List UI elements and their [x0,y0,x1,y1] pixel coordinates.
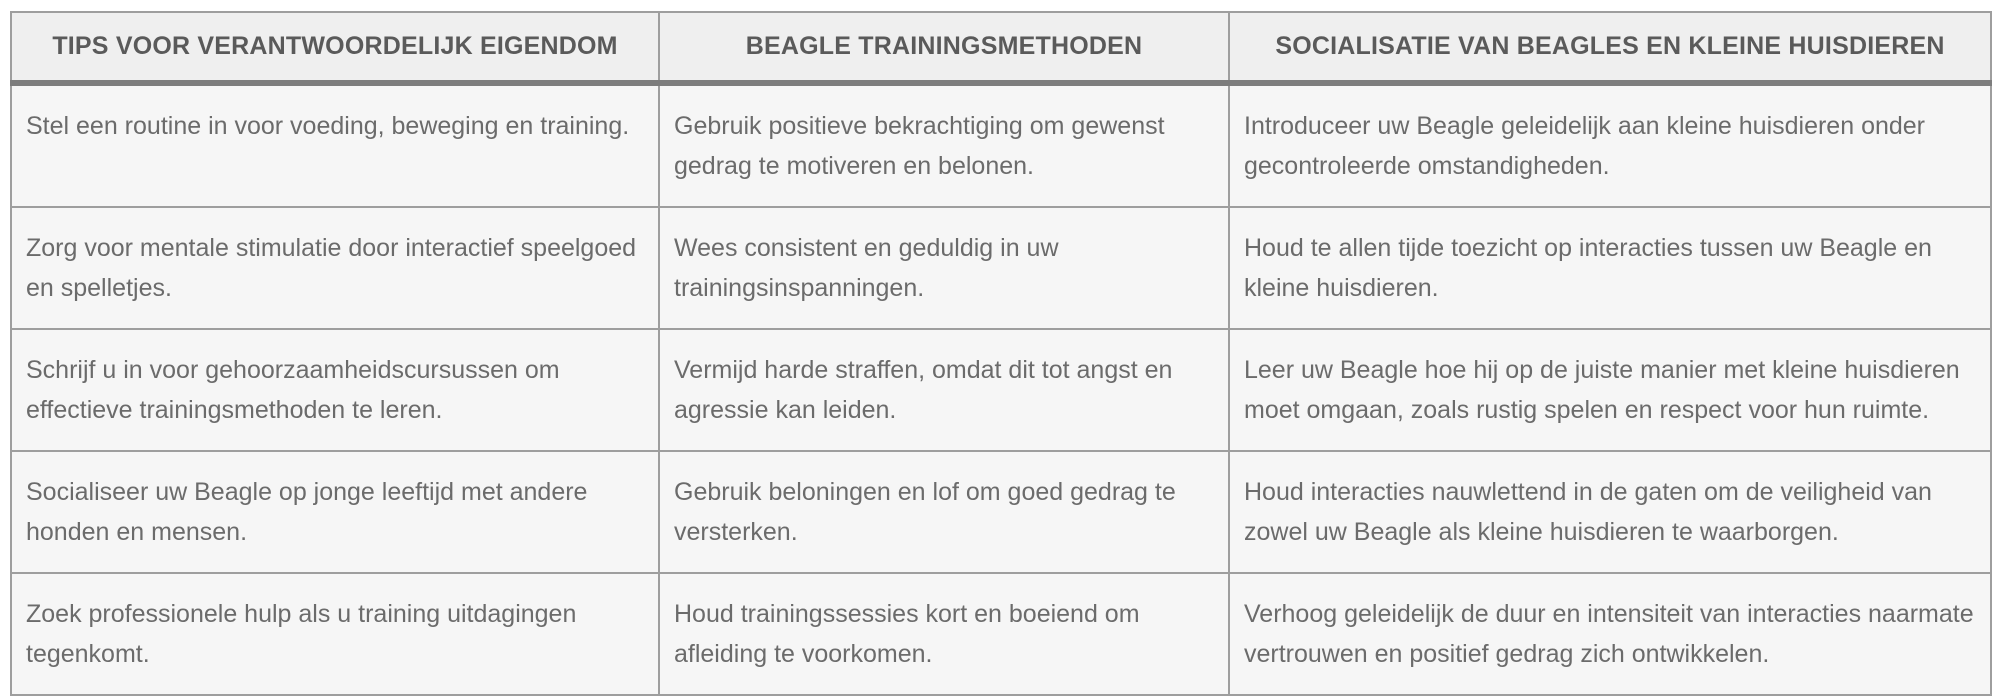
tips-table [10,11,1992,696]
header-row [11,12,1991,83]
table-body [11,83,1991,695]
table-cell: Schrijf u in voor gehoorzaamheidscursussen om effectieve trainingsmethoden te leren. [11,329,659,451]
table-cell: Leer uw Beagle hoe hij op de juiste manier met kleine huisdieren moet omgaan, zoals rustig spelen en respect voor hun ruimte. [1229,329,1991,451]
table-row [11,451,1991,573]
table-cell: Zoek professionele hulp als u training uitdagingen tegenkomt. [11,573,659,695]
table-cell: Stel een routine in voor voeding, beweging en training. [11,83,659,207]
table-cell: Houd trainingssessies kort en boeiend om afleiding te voorkomen. [659,573,1229,695]
table-cell: Introduceer uw Beagle geleidelijk aan kleine huisdieren onder gecontroleerde omstandigheden. [1229,83,1991,207]
table-row [11,573,1991,695]
tips-table-container [10,11,1990,696]
table-cell: Zorg voor mentale stimulatie door interactief speelgoed en spelletjes. [11,207,659,329]
column-header-socialization: SOCIALISATIE VAN BEAGLES EN KLEINE HUISDIEREN [1229,12,1991,83]
table-cell: Verhoog geleidelijk de duur en intensiteit van interacties naarmate vertrouwen en positief gedrag zich ontwikkelen. [1229,573,1991,695]
column-header-training-methods: BEAGLE TRAININGSMETHODEN [659,12,1229,83]
table-cell: Wees consistent en geduldig in uw trainingsinspanningen. [659,207,1229,329]
table-cell: Houd interacties nauwlettend in de gaten om de veiligheid van zowel uw Beagle als kleine huisdieren te waarborgen. [1229,451,1991,573]
table-row [11,329,1991,451]
table-cell: Gebruik positieve bekrachtiging om gewenst gedrag te motiveren en belonen. [659,83,1229,207]
table-cell: Houd te allen tijde toezicht op interacties tussen uw Beagle en kleine huisdieren. [1229,207,1991,329]
table-cell: Vermijd harde straffen, omdat dit tot angst en agressie kan leiden. [659,329,1229,451]
column-header-responsible-ownership: TIPS VOOR VERANTWOORDELIJK EIGENDOM [11,12,659,83]
table-header [11,12,1991,83]
table-row [11,83,1991,207]
table-row [11,207,1991,329]
table-cell: Socialiseer uw Beagle op jonge leeftijd met andere honden en mensen. [11,451,659,573]
table-cell: Gebruik beloningen en lof om goed gedrag te versterken. [659,451,1229,573]
